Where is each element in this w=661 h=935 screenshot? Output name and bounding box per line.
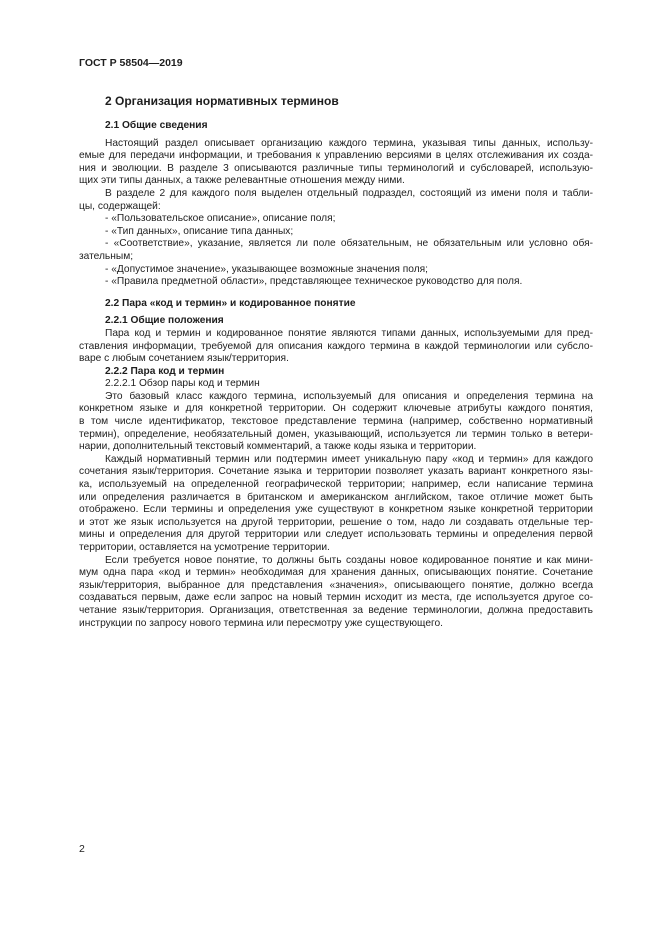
text-line: и этот же язык используется на другой территории, решение о том, надо ли создавать отдельные тер- (79, 516, 593, 528)
list-item: - «Правила предметной области», представляющее техническое руководство для поля. (105, 276, 523, 288)
text-line: сочетания язык/территория. Сочетание языка и территории позволяет указать вариант конкретного язы- (79, 466, 593, 478)
text-line: В разделе 2 для каждого поля выделен отдельный подраздел, состоящий из имени поля и табли- (105, 187, 593, 199)
list-item: - «Допустимое значение», указывающее возможные значения поля; (105, 263, 429, 275)
text-line: четание язык/территория. Организация, ответственная за ведение терминологии, должна предоставить (79, 604, 593, 616)
text-line: конкретном языке и для конкретной территории. Он содержит ключевые атрибуты каждого понятия, (79, 403, 593, 415)
paragraph-2-1-fields (79, 188, 593, 213)
text-line: инструкции по запросу нового термина или пересмотру уже существующего. (79, 617, 443, 629)
text-line: мины и определения для другой территории или следует использовать термины и определения первой (79, 529, 593, 541)
text-line: Это базовый класс каждого термина, используемый для описания и определения термина на (105, 390, 593, 402)
paragraph-2-2-2-1-a (79, 391, 593, 454)
text-line: создаваться первым, даже если запрос на новый термин исходит из места, где используется другое со- (79, 592, 593, 604)
text-line: язык/территория, выбранное для представления «значения», описывающего понятие, должно всегда (79, 579, 593, 591)
text-line: Пара код и термин и кодированное понятие являются типами данных, используемыми для пред- (105, 327, 593, 339)
text-line: или определения различается в британском и американском английском, такое отличие может быть (79, 491, 593, 503)
document-body (79, 94, 593, 630)
text-line: Если требуется новое понятие, то должны быть созданы новое кодированное понятие и как мини- (105, 554, 593, 566)
list-item-continuation: зательным; (79, 250, 134, 262)
text-line: Каждый нормативный термин или подтермин имеет уникальную пару «код и термин» для каждого (105, 453, 593, 465)
paragraph-2-2-1 (79, 328, 593, 366)
subsection-title-2-2-2: 2.2.2 Пара код и термин (105, 365, 225, 377)
text-line: емые для передачи информации, и требования к управлению версиями в целях отслеживания их созда- (79, 150, 593, 162)
page-number: 2 (79, 843, 85, 855)
bullet-list (79, 213, 593, 289)
list-item: - «Пользовательское описание», описание поля; (105, 213, 336, 225)
text-line: отображено. Если термины и определения уже существуют в конкретном языке конкретной территории (79, 504, 593, 516)
list-item: - «Тип данных», описание типа данных; (105, 225, 294, 237)
text-line: нарии, дополнительный текстовый комментарий, а также коды языка и территории. (79, 441, 477, 453)
text-line: Настоящий раздел описывает организацию каждого термина, указывая типы данных, использу- (105, 137, 593, 149)
subsection-title-2-1: 2.1 Общие сведения (105, 120, 208, 131)
text-line: цы, содержащей: (79, 200, 161, 212)
text-line: щих эти типы данных, а также релевантные отношения между ними. (79, 175, 405, 187)
paragraph-2-2-2-1-b (79, 454, 593, 555)
paragraph-2-1-intro (79, 138, 593, 188)
section-title: 2 Организация нормативных терминов (105, 94, 339, 108)
standard-code-header: ГОСТ Р 58504—2019 (79, 57, 183, 69)
subsection-title-2-2-2-1: 2.2.2.1 Обзор пары код и термин (105, 378, 260, 390)
subsection-title-2-2-1: 2.2.1 Общие положения (105, 315, 224, 327)
text-line: территории, оставляется на усмотрение территории. (79, 542, 330, 553)
text-line: ка, используемый на определенной географической территории; например, если написание термина (79, 479, 593, 491)
paragraph-2-2-2-1-c (79, 555, 593, 631)
text-line: варе с любым сочетанием язык/территория. (79, 353, 289, 365)
text-line: ния и эволюции. В разделе 3 описываются различные типы терминологий и субсловарей, использую- (79, 162, 593, 174)
list-item: - «Соответствие», указание, является ли поле обязательным, не обязательным или условно обя- (105, 238, 593, 250)
subsection-title-2-2: 2.2 Пара «код и термин» и кодированное понятие (105, 297, 356, 309)
text-line: в том числе идентификатор, текстовое представление термина (например, собственно нормативный (79, 416, 593, 428)
text-line: термин), определение, необязательный домен, указывающий, используется ли термин только в ветери- (79, 428, 593, 440)
text-line: ставления информации, требуемой для описания каждого термина в каждой терминологии или субсло- (79, 340, 593, 352)
text-line: мум одна пара «код и термин» необходимая для хранения данных, описывающих понятие. Сочетание (79, 567, 593, 579)
